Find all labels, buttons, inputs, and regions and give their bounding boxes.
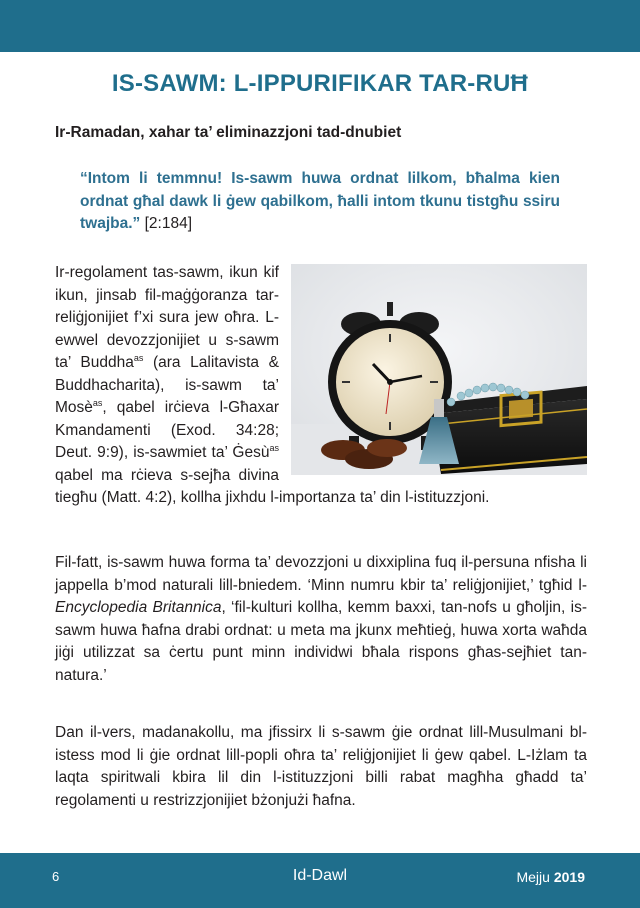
paragraph-2-text-a: Fil-fatt, is-sawm huwa forma ta’ devozzjoni u dixxiplina fuq il-persuna nfisha li jappella b’mod naturali lill-bniedem. ‘Minn numru kbir ta’ reliġjonijiet,’ tgħid l-: [55, 554, 587, 594]
issue-date: [516, 869, 585, 885]
paragraph-1-sup-2: as: [92, 398, 103, 408]
article-photo: [291, 264, 587, 475]
quote-text: “Intom li temmnu! Is-sawm huwa ordnat lilkom, bħalma kien ordnat għal dawk li ġew qabilkom, ħalli intom tkunu tistgħu ssiru twajba.”: [80, 170, 560, 232]
paragraph-2: [55, 552, 587, 687]
article-title: IS-SAWM: L-IPPURIFIKAR TAR-RUĦ: [111, 70, 529, 97]
paragraph-1-text-c: , qabel irċieva l-Għaxar Kmandamenti (Exod. 34:28; Deut. 9:9), is-sawmiet ta’ Ġesù: [55, 399, 279, 461]
header-bar: [0, 0, 640, 52]
page-number: 6: [52, 869, 60, 884]
paragraph-1: [55, 262, 587, 510]
article-subtitle: Ir-Ramadan, xahar ta’ eliminazzjoni tad-dnubiet: [55, 124, 402, 141]
quran-quote: [80, 168, 560, 236]
issue-year: 2019: [553, 869, 585, 885]
issue-month: Mejju: [516, 869, 550, 885]
paragraph-1-text-d: qabel ma rċieva s-sejħa divina tiegħu (Matt. 4:2), kollha jixhdu l-importanza ta’ din l-istituzzjoni.: [55, 466, 490, 506]
encyclopedia-title: Encyclopedia Britannica: [55, 599, 222, 616]
paragraph-3: Dan il-vers, madanakollu, ma jfissirx li s-sawm ġie ordnat lill-Musulmani bl-istess mod li ġie ordnat lill-popli oħra ta’ reliġjonijiet li ġew qabel. L-Iżlam ta laqta spiritwali kbira lil din l-istituzzjoni billi rabat magħha għadd ta’ regolamenti u restrizzjonijiet bżonjużi ħafna.: [55, 724, 587, 809]
quote-reference: [2:184]: [140, 215, 193, 232]
paragraph-1-sup-3: as: [269, 443, 279, 453]
paragraph-1-sup-1: as: [133, 353, 144, 363]
paragraph-1-text-a: Ir-regolament tas-sawm, ikun kif ikun, jinsab fil-maġġoranza tar-reliġjonijiet f’xi sura jew oħra. L-ewwel devozzjonijiet u s-sawm ta’ Buddha: [55, 264, 279, 371]
publication-name: Id-Dawl: [292, 867, 348, 884]
footer-bar: [0, 853, 640, 908]
alarm-clock-quran-photo: [291, 264, 587, 475]
paragraph-1-text-b: (ara Lalitavista & Buddhacharita), is-sawm ta’ Mosè: [55, 354, 279, 416]
paragraph-2-text-b: , ‘fil-kulturi kollha, kemm baxxi, tan-nofs u għoljin, is-sawm huwa ħafna drabi ordnat: u meta ma jkunx meħtieġ, huwa xorta waħda jiġi utilizzat sa ċertu punt minn individwi bħala rispons għas-sejħiet tan-natura.’: [55, 599, 587, 684]
